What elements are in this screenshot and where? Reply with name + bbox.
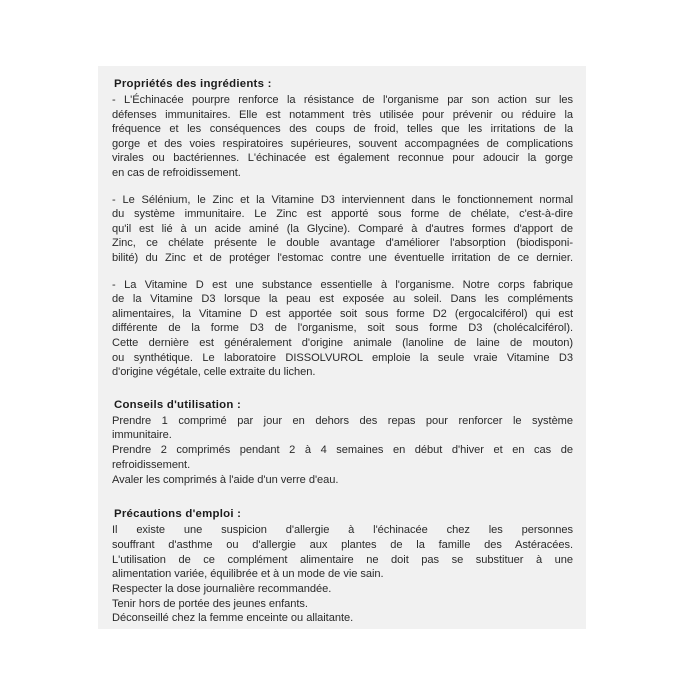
paragraph-echinacee (112, 93, 573, 181)
text-line: de la Vitamine D3 lorsque la peau est exposée au soleil. Dans les compléments (112, 293, 573, 306)
text-line: Tenir hors de portée des jeunes enfants. (112, 597, 308, 610)
paragraph-vitamine-d (112, 278, 573, 380)
precaution-entry (112, 597, 573, 612)
text-line: Avaler les comprimés à l'aide d'un verre d'eau. (112, 473, 339, 486)
text-line: refroidissement. (112, 458, 191, 471)
text-line: d'origine végétale, celle extraite du lichen. (112, 366, 316, 379)
paragraph-selenium-zinc-d3 (112, 193, 573, 266)
text-line: qu'il est lié à un acide aminé (la Glycine). Comparé à d'autres formes d'apport de (112, 222, 573, 235)
text-line: alimentation variée, équilibrée et à un mode de vie sain. (112, 568, 384, 581)
conseil-entry (112, 414, 573, 443)
text-line: en cas de refroidissement. (112, 166, 241, 179)
text-line: Cette dernière est généralement d'origine animale (lanoline de laine de mouton) (112, 336, 573, 349)
text-line: Prendre 2 comprimés pendant 2 à 4 semaines en début d'hiver et en cas de (112, 444, 573, 457)
text-line: Il existe une suspicion d'allergie à l'échinacée chez les personnes (112, 524, 573, 537)
precaution-entry (112, 553, 573, 582)
text-line: différente de la forme D3 de l'organisme, soit sous forme D3 (cholécalciférol). (112, 322, 573, 335)
text-line: - L'Échinacée pourpre renforce la résistance de l'organisme par son action sur les (112, 94, 573, 106)
text-line: ou synthétique. Le laboratoire DISSOLVUROL emploie la seule vraie Vitamine D3 (112, 351, 573, 364)
conseil-entry (112, 473, 573, 488)
text-line: alimentaires, la Vitamine D est apportée soit sous forme D2 (ergocalciférol) qui est (112, 307, 573, 320)
precaution-entry (112, 523, 573, 552)
text-line: Respecter la dose journalière recommandée. (112, 583, 332, 596)
section-heading-precautions-emploi: Précautions d'emploi : (114, 508, 242, 521)
section-heading-ingredients: Propriétés des ingrédients : (114, 78, 272, 90)
text-line: - La Vitamine D est une substance essentielle à l'organisme. Notre corps fabrique (112, 278, 573, 291)
conseil-entry (112, 443, 573, 472)
text-line: bilité) du Zinc et de protéger l'estomac contre une éventuelle irritation de ce dernier. (112, 251, 573, 264)
product-label-panel (98, 66, 586, 629)
section-conseils-utilisation (112, 398, 573, 488)
text-line: souffrant d'asthme ou d'allergie aux plantes de la famille des Astéracées. (112, 538, 573, 551)
precaution-entry (112, 611, 573, 626)
text-line: Zinc, ce chélate présente le double avantage d'améliorer l'absorption (biodisponi- (112, 237, 573, 250)
text-line: Prendre 1 comprimé par jour en dehors des repas pour renforcer le système (112, 414, 573, 427)
text-line: virales ou bactériennes. L'échinacée est également reconnue pour adoucir la gorge (112, 152, 573, 165)
text-line: défenses immunitaires. Elle est notamment très utilisée pour prévenir ou réduire la (112, 108, 573, 121)
text-line: immunitaire. (112, 429, 172, 442)
text-line: fréquence et les conséquences des coups de froid, telles que les irritations de la (112, 123, 573, 136)
precaution-entry (112, 582, 573, 597)
section-precautions-emploi (112, 507, 573, 626)
text-line: Déconseillé chez la femme enceinte ou allaitante. (112, 612, 354, 625)
section-ingredients (112, 77, 573, 380)
text-line: gorge et des voies respiratoires supérieures, souvent accompagnées de complications (112, 137, 573, 150)
section-heading-conseils-utilisation: Conseils d'utilisation : (114, 398, 242, 411)
text-line: L'utilisation de ce complément alimentaire ne doit pas se substituer à une (112, 553, 573, 566)
text-line: - Le Sélénium, le Zinc et la Vitamine D3 interviennent dans le fonctionnement normal (112, 193, 573, 206)
text-line: du système immunitaire. Le Zinc est apporté sous forme de chélate, c'est-à-dire (112, 208, 573, 221)
